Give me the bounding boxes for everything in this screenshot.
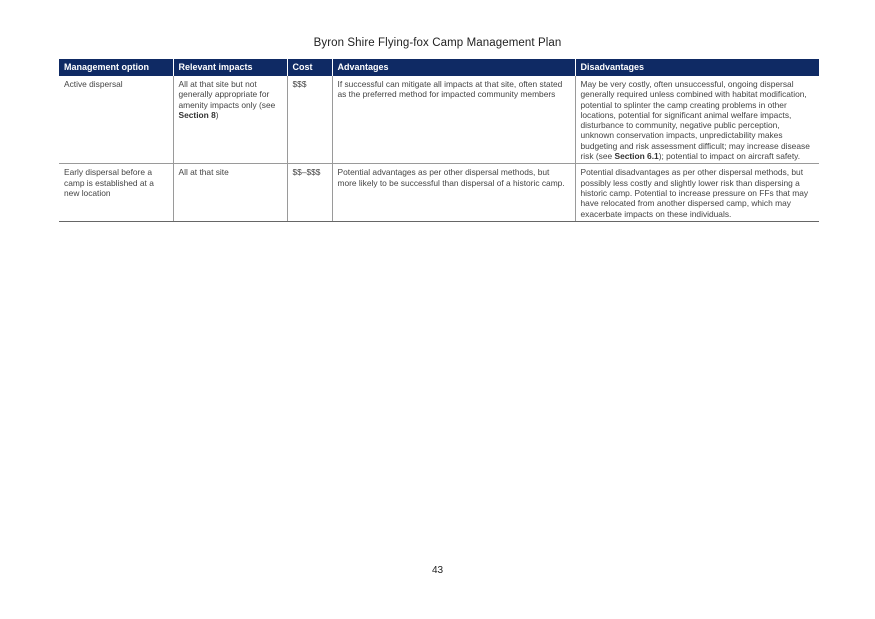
table-row [59, 76, 819, 164]
document-header-title: Byron Shire Flying-fox Camp Management Plan [313, 37, 562, 49]
column-header-relevant-impacts: Relevant impacts [173, 59, 287, 76]
cell-advantages: Potential advantages as per other dispersal methods, but more likely to be successful than dispersal of a historic camp. [332, 164, 575, 221]
column-header-cost: Cost [287, 59, 332, 76]
disadvantages-text: May be very costly, often unsuccessful, ongoing dispersal generally required unless combined with habitat modification, potential to splinter the camp creating problems in other locations, potential for significant animal welfare impacts, disturbance to community, negative public perception, unknown conservation impacts, unpredictability makes budgeting and risk assessment difficult; may increase disease risk (see [580, 79, 810, 162]
management-options-table [59, 59, 819, 222]
impacts-text: All at that site but not generally appropriate for amenity impacts only (see [178, 79, 276, 110]
cell-cost: $$–$$$ [287, 164, 332, 221]
disadvantages-text-end: ); potential to impact on aircraft safety. [658, 151, 801, 162]
cell-disadvantages: Potential disadvantages as per other dispersal methods, but possibly less costly and slightly lower risk than dispersing a historic camp. Potential to increase pressure on FFs that may have relocated from another dispersed camp, which may exacerbate impacts on these individuals. [575, 164, 819, 221]
table-header-row [59, 59, 819, 76]
impacts-text-end: ) [215, 109, 219, 120]
cell-disadvantages [575, 76, 819, 164]
section-reference: Section 8 [178, 109, 216, 120]
cell-relevant-impacts: All at that site [173, 164, 287, 221]
page-number: 43 [431, 565, 444, 576]
column-header-advantages: Advantages [332, 59, 575, 76]
table-row [59, 164, 819, 221]
cell-management-option: Active dispersal [59, 76, 173, 164]
cell-cost: $$$ [287, 76, 332, 164]
cell-advantages: If successful can mitigate all impacts at that site, often stated as the preferred method for impacted community members [332, 76, 575, 164]
column-header-disadvantages: Disadvantages [575, 59, 819, 76]
cell-management-option: Early dispersal before a camp is established at a new location [59, 164, 173, 221]
section-reference: Section 6.1 [614, 151, 659, 162]
cell-relevant-impacts [173, 76, 287, 164]
column-header-management-option: Management option [59, 59, 173, 76]
